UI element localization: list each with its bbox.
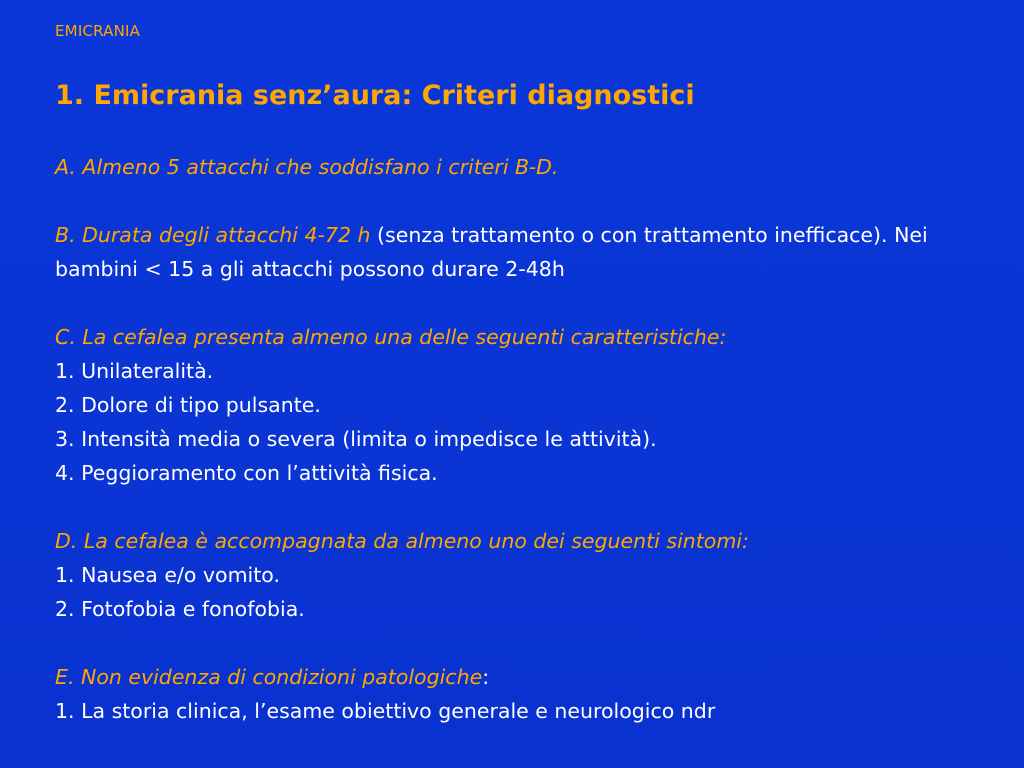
criterion-a (55, 150, 985, 184)
criterion-c (55, 320, 985, 490)
criterion-b-label: B. Durata degli attacchi 4-72 h (55, 223, 371, 247)
criterion-e (55, 660, 985, 728)
slide-title: 1. Emicrania senz’aura: Criteri diagnostici (55, 80, 695, 111)
criterion-d-item: 2. Fotofobia e fonofobia. (55, 597, 305, 621)
criterion-c-item: 4. Peggioramento con l’attività fisica. (55, 461, 438, 485)
criterion-c-item: 3. Intensità media o severa (limita o impedisce le attività). (55, 427, 657, 451)
criterion-d-item: 1. Nausea e/o vomito. (55, 563, 280, 587)
criterion-e-suffix: : (482, 665, 490, 689)
criterion-b (55, 218, 985, 286)
criterion-b-text: (senza trattamento o con trattamento inefficace). Nei bambini < 15 a gli attacchi possono durare 2-48h (55, 223, 928, 281)
criterion-c-label: C. La cefalea presenta almeno una delle seguenti caratteristiche: (55, 325, 727, 349)
criterion-c-item: 2. Dolore di tipo pulsante. (55, 393, 321, 417)
criteria-content (55, 150, 985, 762)
criterion-a-label: A. Almeno 5 attacchi che soddisfano i criteri B-D. (55, 155, 559, 179)
slide-header: EMICRANIA (55, 22, 141, 40)
criterion-d (55, 524, 985, 626)
criterion-e-item: 1. La storia clinica, l’esame obiettivo generale e neurologico ndr (55, 699, 716, 723)
criterion-e-label: E. Non evidenza di condizioni patologiche (55, 665, 483, 689)
criterion-c-item: 1. Unilateralità. (55, 359, 214, 383)
criterion-d-label: D. La cefalea è accompagnata da almeno uno dei seguenti sintomi: (55, 529, 749, 553)
